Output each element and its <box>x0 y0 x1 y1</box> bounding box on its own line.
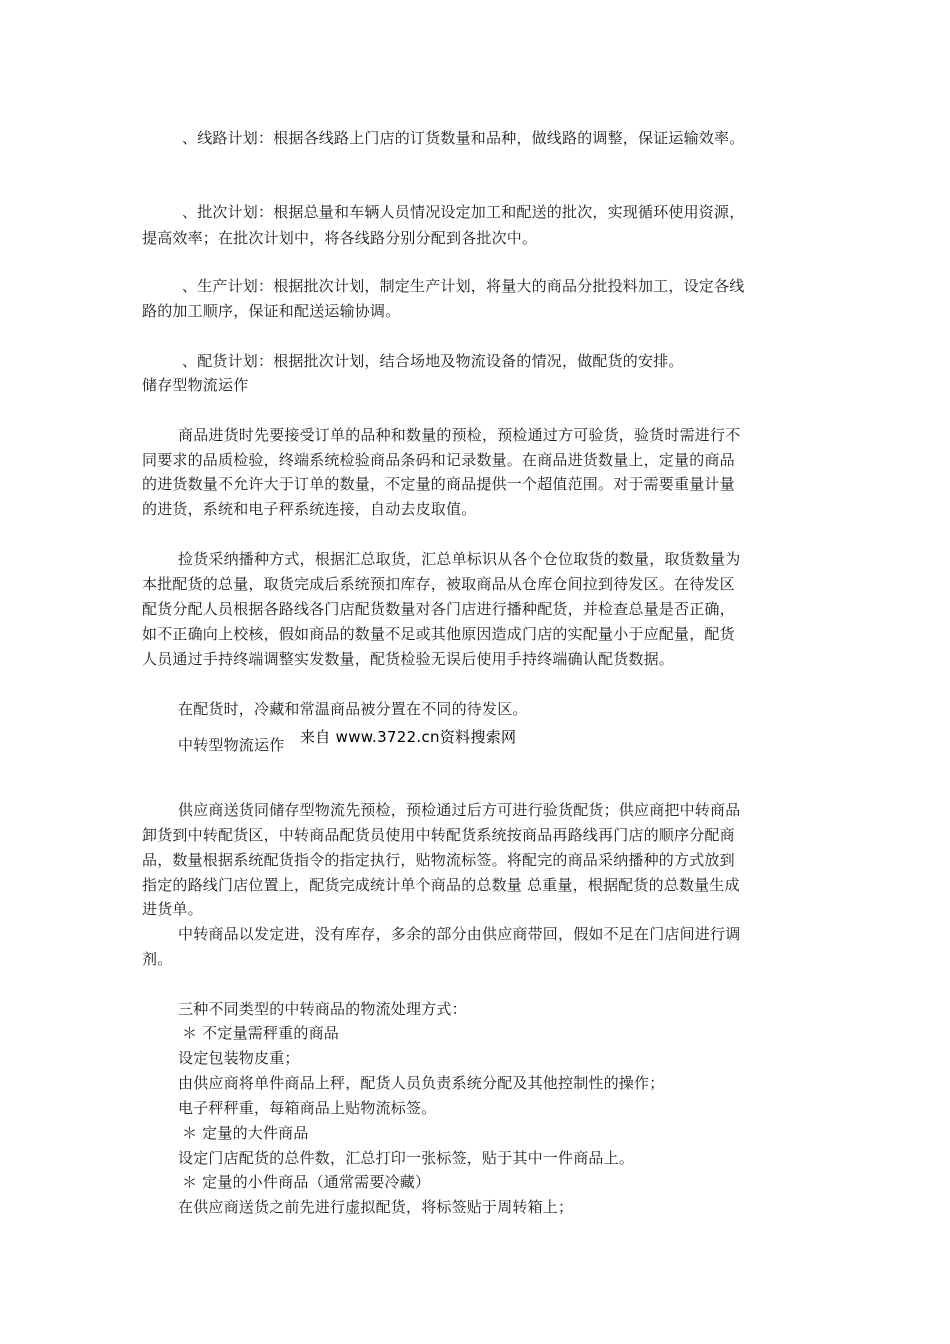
plan-batches-line: 、批次计划：根据总量和车辆人员情况设定加工和配送的批次，实现循环使用资源， <box>182 203 745 221</box>
type-1-title: ＊ 不定量需秤重的商品 <box>182 1024 339 1042</box>
types-intro: 三种不同类型的中转商品的物流处理方式： <box>178 1000 467 1018</box>
plan-production-line: 路的加工顺序，保证和配送运输协调。 <box>142 302 401 320</box>
storage-paragraph-2-line: 本批配货的总量，取货完成后系统预扣库存，被取商品从仓库仓间拉到待发区。在待发区 <box>142 575 735 593</box>
storage-paragraph-1-line: 商品进货时先要接受订单的品种和数量的预检，预检通过方可验货，验货时需进行不 <box>178 426 741 444</box>
storage-paragraph-1-line: 同要求的品质检验，终端系统检验商品条码和记录数量。在商品进货数量上，定量的商品 <box>142 451 735 469</box>
storage-paragraph-2-line: 配货分配人员根据各路线各门店配货数量对各门店进行播种配货，并检查总量是否正确， <box>142 600 735 618</box>
plan-allocation-line: 、配货计划：根据批次计划，结合场地及物流设备的情况，做配货的安排。 <box>182 352 684 370</box>
plan-batches-line: 提高效率；在批次计划中，将各线路分别分配到各批次中。 <box>142 229 538 247</box>
storage-paragraph-1-line: 的进货数量不允许大于订单的数量，不定量的商品提供一个超值范围。对于需要重量计量 <box>142 475 735 493</box>
type-1-step: 电子秤秤重，每箱商品上贴物流标签。 <box>178 1099 437 1117</box>
type-3-title: ＊ 定量的小件商品（通常需要冷藏） <box>182 1173 431 1191</box>
type-1-step: 由供应商将单件商品上秤，配货人员负责系统分配及其他控制性的操作； <box>178 1074 665 1092</box>
type-3-step: 在供应商送货之前先进行虚拟配货，将标签贴于周转箱上； <box>178 1198 574 1216</box>
transit-paragraph-1-line: 品，数量根据系统配货指令的指定执行，贴物流标签。将配完的商品采纳播种的方式放到 <box>142 851 735 869</box>
plan-routes-line: 、线路计划：根据各线路上门店的订货数量和品种，做线路的调整，保证运输效率。 <box>182 129 745 147</box>
transit-paragraph-1-line: 指定的路线门店位置上，配货完成统计单个商品的总数量 总重量，根据配货的总数量生成 <box>142 876 740 894</box>
transit-paragraph-2-line: 剂。 <box>142 950 173 968</box>
storage-paragraph-2-line: 如不正确向上校核，假如商品的数量不足或其他原因造成门店的实配量小于应配量，配货 <box>142 625 735 643</box>
heading-storage: 储存型物流运作 <box>142 376 249 394</box>
plan-production-line: 、生产计划：根据批次计划，制定生产计划，将量大的商品分批投料加工，设定各线 <box>182 277 745 295</box>
storage-paragraph-1-line: 的进货，系统和电子秤系统连接，自动去皮取值。 <box>142 500 477 518</box>
type-2-step: 设定门店配货的总件数，汇总打印一张标签，贴于其中一件商品上。 <box>178 1149 635 1167</box>
storage-paragraph-3: 在配货时，冷藏和常温商品被分置在不同的待发区。 <box>178 700 528 718</box>
storage-paragraph-2-line: 人员通过手持终端调整实发数量，配货检验无误后使用手持终端确认配货数据。 <box>142 650 675 668</box>
type-2-title: ＊ 定量的大件商品 <box>182 1124 309 1142</box>
transit-paragraph-1-line: 进货单。 <box>142 900 203 918</box>
storage-paragraph-2-line: 捡货采纳播种方式，根据汇总取货，汇总单标识从各个仓位取货的数量，取货数量为 <box>178 550 741 568</box>
transit-paragraph-2-line: 中转商品以发定进，没有库存，多余的部分由供应商带回，假如不足在门店间进行调 <box>178 925 741 943</box>
heading-transit: 中转型物流运作 <box>178 736 285 754</box>
transit-paragraph-1-line: 供应商送货同储存型物流先预检，预检通过后方可进行验货配货；供应商把中转商品 <box>178 801 741 819</box>
transit-paragraph-1-line: 卸货到中转配货区，中转商品配货员使用中转配货系统按商品再路线再门店的顺序分配商 <box>142 826 735 844</box>
type-1-step: 设定包装物皮重； <box>178 1049 300 1067</box>
watermark-text: 来自 www.3722.cn资料搜索网 <box>300 728 517 746</box>
